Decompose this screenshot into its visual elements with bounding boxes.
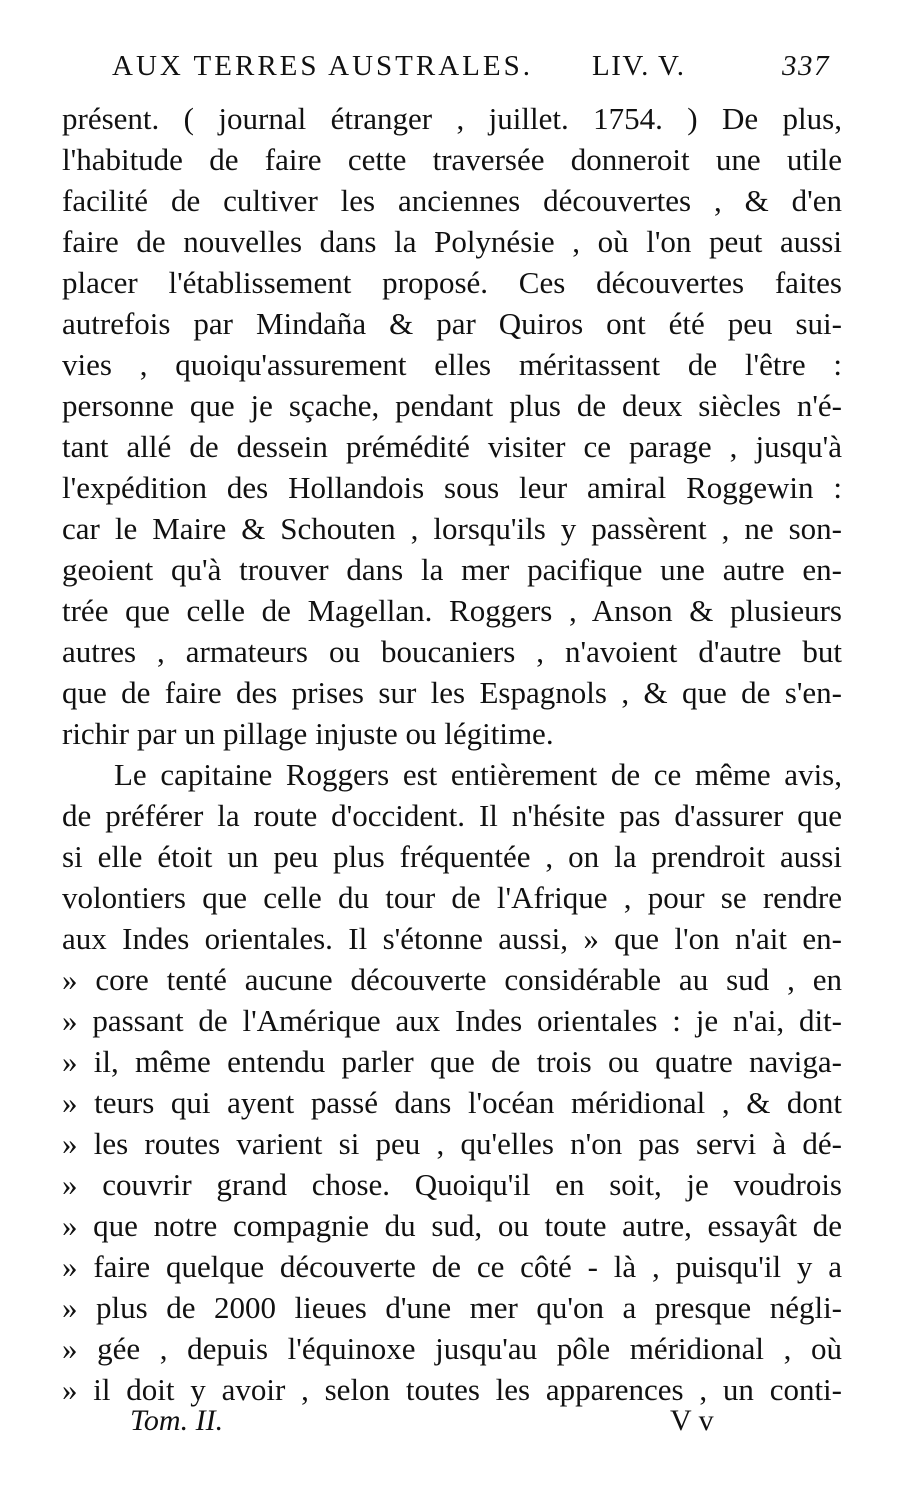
- text-line: personne que je sçache, pendant plus de deux siècles n'é-: [62, 388, 842, 423]
- quoted-line: » il doit y avoir , selon toutes les apparences , un conti-: [62, 1372, 842, 1407]
- volume-label: Tom. II.: [130, 1404, 224, 1437]
- text-line: l'expédition des Hollandois sous leur amiral Roggewin :: [62, 470, 842, 505]
- text-line: facilité de cultiver les anciennes découvertes , & d'en: [62, 183, 842, 218]
- text-line: tant allé de dessein prémédité visiter ce parage , jusqu'à: [62, 429, 842, 464]
- running-header: [112, 50, 852, 94]
- quoted-line: » teurs qui ayent passé dans l'océan méridional , & dont: [62, 1085, 842, 1120]
- body-text: [62, 98, 842, 1410]
- text-line: de préférer la route d'occident. Il n'hésite pas d'assurer que: [62, 798, 842, 833]
- text-line: trée que celle de Magellan. Roggers , Anson & plusieurs: [62, 593, 842, 628]
- signature-mark: V v: [670, 1404, 714, 1437]
- text-line: volontiers que celle du tour de l'Afrique , pour se rendre: [62, 880, 842, 915]
- text-line: placer l'établissement proposé. Ces découvertes faites: [62, 265, 842, 300]
- quoted-line: » passant de l'Amérique aux Indes orientales : je n'ai, dit-: [62, 1003, 842, 1038]
- text-line: présent. ( journal étranger , juillet. 1754. ) De plus,: [62, 101, 842, 136]
- text-line: geoient qu'à trouver dans la mer pacifique une autre en-: [62, 552, 842, 587]
- page-number: 337: [782, 50, 830, 82]
- text-line: autrefois par Mindaña & par Quiros ont été peu sui-: [62, 306, 842, 341]
- text-line: que de faire des prises sur les Espagnols , & que de s'en-: [62, 675, 842, 710]
- text-line: faire de nouvelles dans la Polynésie , où l'on peut aussi: [62, 224, 842, 259]
- quoted-line: » que notre compagnie du sud, ou toute autre, essayât de: [62, 1208, 842, 1243]
- quoted-line: » couvrir grand chose. Quoiqu'il en soit, je voudrois: [62, 1167, 842, 1202]
- page-footer: [130, 1404, 750, 1444]
- book-number: LIV. V.: [592, 50, 686, 82]
- text-line: vies , quoiqu'assurement elles méritassent de l'être :: [62, 347, 842, 382]
- quoted-line: » plus de 2000 lieues d'une mer qu'on a presque négli-: [62, 1290, 842, 1325]
- paragraph-start-line: Le capitaine Roggers est entièrement de ce même avis,: [114, 757, 842, 792]
- paragraph-end-line: richir par un pillage injuste ou légitime.: [62, 716, 554, 751]
- quoted-line: » les routes varient si peu , qu'elles n'on pas servi à dé-: [62, 1126, 842, 1161]
- quoted-line: » il, même entendu parler que de trois ou quatre naviga-: [62, 1044, 842, 1079]
- quoted-line: » gée , depuis l'équinoxe jusqu'au pôle méridional , où: [62, 1331, 842, 1366]
- quoted-line: » core tenté aucune découverte considérable au sud , en: [62, 962, 842, 997]
- text-line: si elle étoit un peu plus fréquentée , on la prendroit aussi: [62, 839, 842, 874]
- running-title: AUX TERRES AUSTRALES.: [112, 50, 533, 82]
- text-line: autres , armateurs ou boucaniers , n'avoient d'autre but: [62, 634, 842, 669]
- text-line: aux Indes orientales. Il s'étonne aussi, » que l'on n'ait en-: [62, 921, 842, 956]
- text-line: l'habitude de faire cette traversée donneroit une utile: [62, 142, 842, 177]
- text-line: car le Maire & Schouten , lorsqu'ils y passèrent , ne son-: [62, 511, 842, 546]
- quoted-line: » faire quelque découverte de ce côté - là , puisqu'il y a: [62, 1249, 842, 1284]
